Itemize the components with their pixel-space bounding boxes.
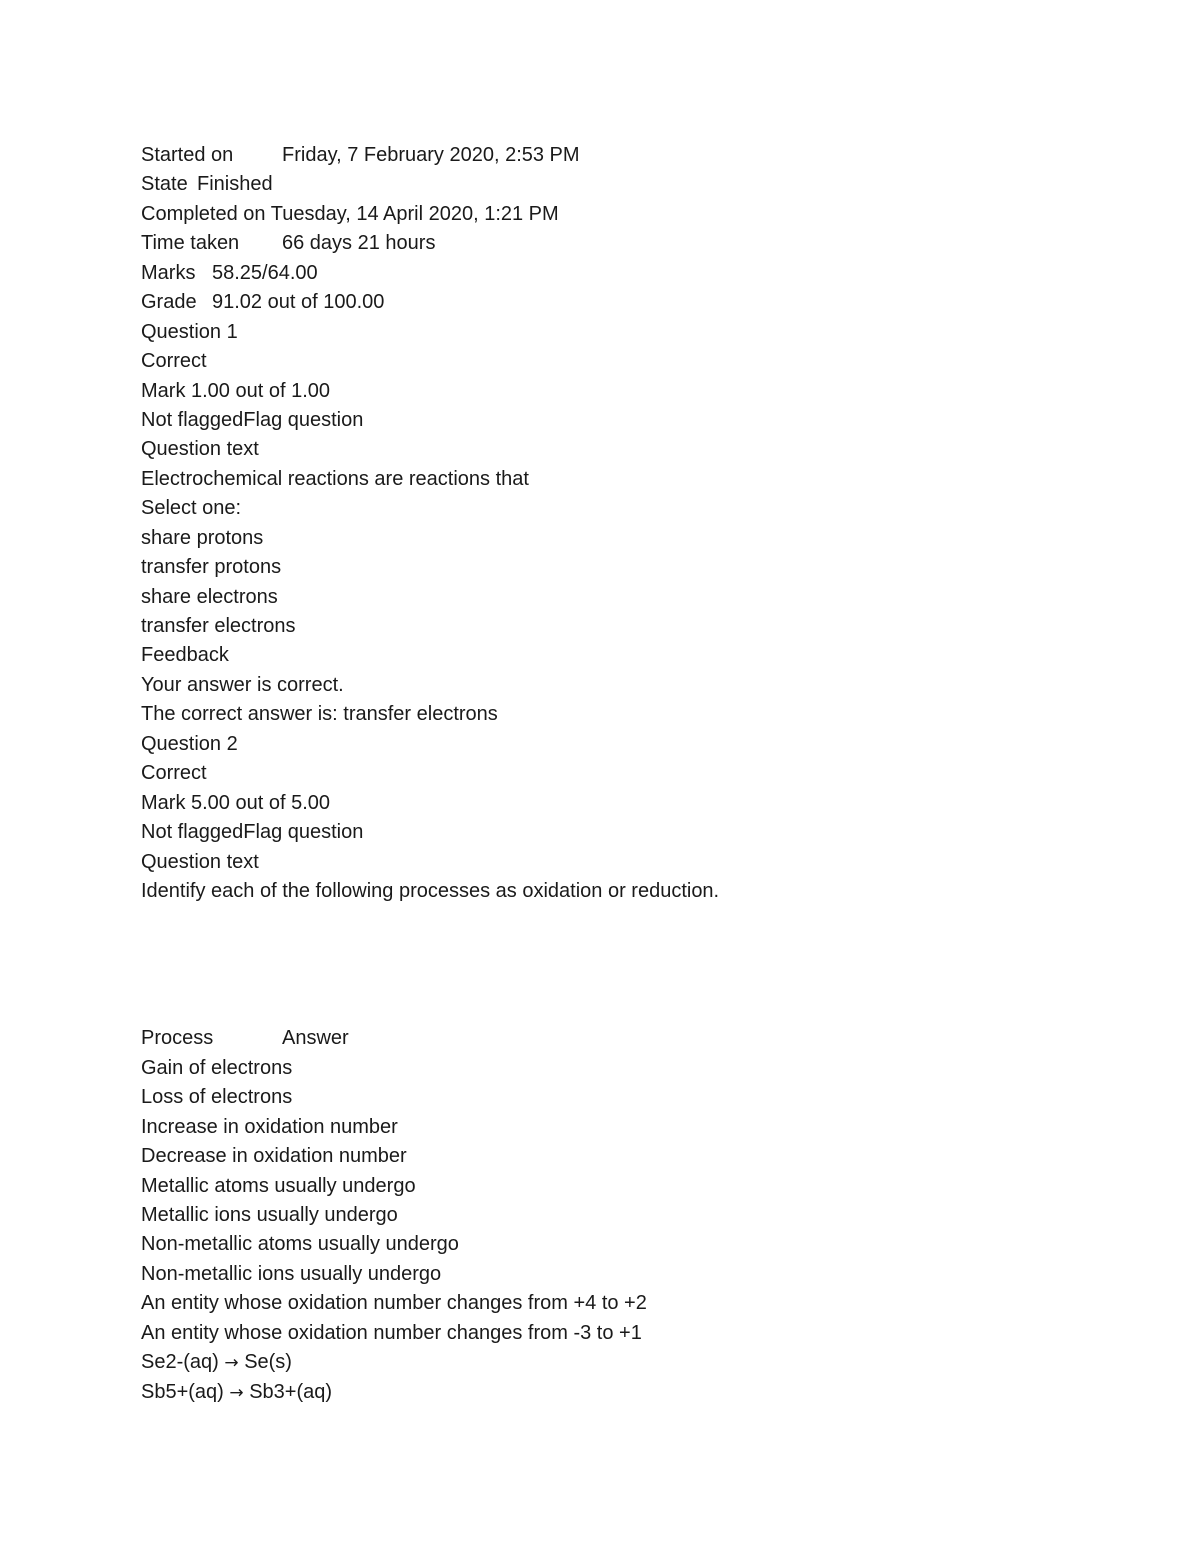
started-value: Friday, 7 February 2020, 2:53 PM [282, 144, 580, 166]
column-header-answer: Answer [282, 1027, 349, 1050]
question-2-text-label: Question text [141, 850, 259, 873]
process-row: An entity whose oxidation number changes from +4 to +2 [141, 1292, 647, 1315]
state-value: Finished [197, 173, 273, 196]
reaction-row-antimony [141, 1378, 1141, 1407]
reaction-row-selenium [141, 1348, 1141, 1377]
question-1-correct-answer: The correct answer is: transfer electrons [141, 703, 498, 726]
question-1-mark: Mark 1.00 out of 1.00 [141, 379, 331, 402]
completed-value: Tuesday, 14 April 2020, 1:21 PM [270, 202, 559, 225]
process-row: Decrease in oxidation number [141, 1145, 407, 1168]
question-2-status: Correct [141, 762, 207, 785]
grade-value: 91.02 out of 100.00 [212, 291, 385, 314]
blank-spacer [141, 906, 1141, 1024]
question-1-select-label: Select one: [141, 497, 242, 520]
question-1-flag: Not flaggedFlag question [141, 408, 364, 431]
reaction-product: Se(s) [244, 1351, 292, 1374]
reaction-reactant: Se2-(aq) [141, 1351, 219, 1374]
question-2-text: Identify each of the following processes as oxidation or reduction. [141, 879, 720, 902]
question-1-option-b: transfer protons [141, 556, 282, 579]
question-1-option-d: transfer electrons [141, 615, 296, 637]
question-1-title: Question 1 [141, 320, 238, 343]
process-row: Metallic atoms usually undergo [141, 1174, 416, 1197]
question-2-flag: Not flaggedFlag question [141, 821, 364, 844]
question-2-title: Question 2 [141, 732, 238, 755]
question-1-feedback-label: Feedback [141, 644, 229, 667]
time-label: Time taken [141, 232, 240, 255]
reaction-product: Sb3+(aq) [249, 1380, 333, 1403]
started-row [141, 141, 1141, 170]
question-1-text-label: Question text [141, 438, 259, 461]
table-header-row [141, 1024, 1141, 1053]
process-row: Increase in oxidation number [141, 1115, 398, 1138]
reaction-reactant: Sb5+(aq) [141, 1380, 224, 1403]
grade-row [141, 288, 1141, 317]
question-1-text: Electrochemical reactions are reactions that [141, 467, 529, 490]
column-header-process: Process [141, 1027, 214, 1050]
question-1-status: Correct [141, 350, 207, 373]
started-label: Started on [141, 144, 234, 166]
quiz-review-document [141, 141, 1141, 1407]
process-row: Non-metallic ions usually undergo [141, 1262, 442, 1285]
question-2-mark: Mark 5.00 out of 5.00 [141, 791, 331, 814]
process-row: Gain of electrons [141, 1056, 293, 1079]
process-row: Metallic ions usually undergo [141, 1204, 398, 1226]
question-1-option-c: share electrons [141, 585, 278, 608]
grade-label: Grade [141, 291, 197, 314]
completed-row [141, 200, 1141, 229]
marks-label: Marks [141, 261, 196, 284]
process-row: Loss of electrons [141, 1086, 293, 1109]
right-arrow-icon: → [224, 1353, 239, 1374]
state-label: State [141, 173, 188, 196]
question-1-option-a: share protons [141, 526, 264, 549]
marks-row [141, 259, 1141, 288]
marks-value: 58.25/64.00 [212, 261, 318, 284]
state-row [141, 170, 1141, 199]
question-1-feedback: Your answer is correct. [141, 673, 344, 696]
process-row: Non-metallic atoms usually undergo [141, 1233, 459, 1256]
right-arrow-icon: → [229, 1382, 244, 1403]
completed-label: Completed on [141, 202, 266, 225]
time-value: 66 days 21 hours [282, 232, 436, 255]
process-row: An entity whose oxidation number changes from -3 to +1 [141, 1321, 642, 1344]
time-row [141, 229, 1141, 258]
